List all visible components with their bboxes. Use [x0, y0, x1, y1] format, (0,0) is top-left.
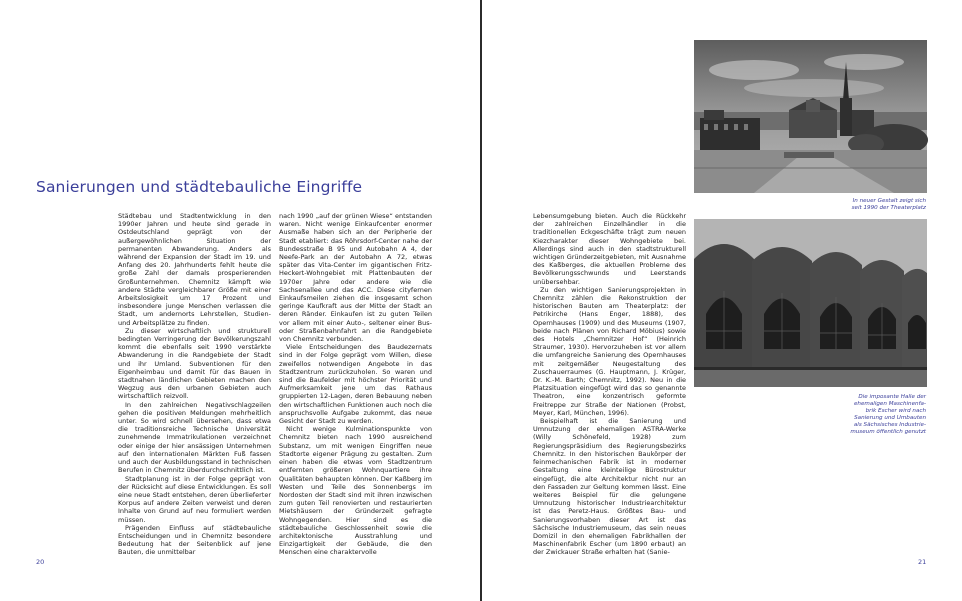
paragraph: Beispielhaft ist die Sanierung und Umnutzung der ehemaligen ASTRA-Werke (Willy Schönefeld, 1928) zum Regierungspräsidium des Regierungsbezirks Chemnitz. In den historischen Baukörper der feinmechanischen Fabrik ist in moderner Gestaltung eine kleinteilige Bürostruktur eingefügt, die alte Architektur nicht nur an den Fassaden zur Geltung kommen lässt. Eine weiteres Beispiel für die gelungene Umnutzung historischer Industriearchitektur ist das Peretz-Haus. Größtes Bau- und Sanierungsvorhaben dieser Art ist das Sächsische Industriemuseum, das sein neues Domizil in den ehemaligen Fabrikhallen der Maschinenfabrik Escher (um 1890 erbaut) an der Zwickauer Straße erhalten hat (Sanie-: [533, 417, 686, 557]
caption-line: Die imposante Halle der: [858, 394, 926, 400]
photo-caption-industrial-hall: [820, 394, 926, 436]
caption-line: brik Escher wird nach: [865, 408, 926, 414]
caption-line: als Sächsisches Industrie-: [853, 422, 926, 428]
section-heading: Sanierungen und städtebauliche Eingriffe: [36, 178, 363, 196]
text-column-2: [279, 212, 432, 557]
paragraph: Städtebau und Stadtentwicklung in den 1990er Jahren und heute sind gerade in Ostdeutschland geprägt von der außergewöhnlichen Situation der permanenten Abwanderung. Anders als während der Expansion der Stadt im 19. und Anfang des 20. Jahrhunderts fehlt heute die große Zahl der damals prosperierenden Großunternehmen. Chemnitz kämpft wie andere Städte vergleichbarer Größe mit einer Arbeitslosigkeit um 17 Prozent und insbesondere junge Menschen verlassen die Stadt, um andernorts Lehrstellen, Studien- und Arbeitsplätze zu finden.: [118, 212, 271, 327]
left-page: [0, 0, 480, 601]
page-number-left: 20: [36, 558, 45, 566]
paragraph: Nicht wenige Kulminationspunkte von Chemnitz bieten nach 1990 ausreichend Substanz, um mit wenigen Eingriffen neue Stadtorte eigener Prägung zu gestalten. Zum einen haben die etwas vom Stadtzentrum entfernten größeren Wohnquartiere ihre Qualitäten behaupten können. Der Kaßberg im Westen und Teile des Sonnenbergs im Nordosten der Stadt sind mit ihren inzwischen zum guten Teil renovierten und restaurierten Mietshäusern der Gründerzeit gefragte Wohngegenden. Hier sind es die städtebauliche Geschlossenheit sowie die architektonische Ausstrahlung und Einzigartigkeit der Gebäude, die den Menschen eine charaktervolle: [279, 425, 432, 557]
paragraph: Lebensumgebung bieten. Auch die Rückkehr der zahlreichen Einzelhändler in die traditionellen Eckgeschäfte trägt zum neuen Kiezcharakter dieser Wohngebiete bei. Allerdings sind auch in den stadtstrukturell wichtigen Gründerzeitgebieten, mit Ausnahme des Kaßberges, die aktuellen Probleme des Bevölkerungsschwunds und Leerstands unübersehbar.: [533, 212, 686, 286]
page-number-right: 21: [918, 558, 927, 566]
paragraph: Zu den wichtigen Sanierungsprojekten in Chemnitz zählen die Rekonstruktion der historischen Bauten am Theaterplatz: der Petrikirche (Hans Enger, 1888), des Opernhauses (1909) und des Museums (1907, beide nach Plänen von Richard Möbius) sowie des Hotels „Chemnitzer Hof“ (Heinrich Straumer, 1930). Hervorzuheben ist vor allem die umfangreiche Sanierung des Opernhauses mit zeitgemäßer Neugestaltung des Zuschauerraumes (G. Hauptmann, J. Krüger, Dr. K.-M. Barth; Chemnitz, 1992). Neu in die Platzsituation eingefügt wird das so genannte Theatron, eine konzentrisch geformte Freitreppe zur Straße der Nationen (Probst, Meyer, Karl, München, 1996).: [533, 285, 686, 417]
text-column-1: [118, 212, 271, 557]
photo-caption-theaterplatz: [820, 198, 926, 212]
paragraph: Prägenden Einfluss auf städtebauliche Entscheidungen und in Chemnitz besondere Bedeutung hat der Seitenblick auf jene Bauten, die unmittelbar: [118, 523, 271, 557]
paragraph: Stadtplanung ist in der Folge geprägt von der Rücksicht auf diese Entwicklungen. Es soll eine neue Stadt entstehen, deren überlieferter Korpus auf andere Zeiten verweist und deren Inhalte von Grund auf neu formuliert werden müssen.: [118, 474, 271, 524]
text-column-3: [533, 212, 686, 557]
paragraph: Zu dieser wirtschaftlich und strukturell bedingten Verringerung der Bevölkerungszahl kommt die ebenfalls seit 1990 verstärkte Abwanderung in die Randgebiete der Stadt und ihr Umland. Subventionen für den Eigenheimbau und damit für das Bauen in stadtnahen ländlichen Gebieten machen den Wegzug aus den urbanen Gebieten auch wirtschaftlich reizvoll.: [118, 326, 271, 401]
paragraph: In den zahlreichen Negativschlagzeilen gehen die positiven Meldungen mehrheitlich unter. So wird schnell übersehen, dass etwa die traditionsreiche Technische Universität zunehmende Immatrikulationen verzeichnet oder einige der hier ansässigen Unternehmen auf den internationalen Märkten Fuß fassen und auch der Ausbildungsstand in technischen Berufen in Chemnitz überdurchschnittlich ist.: [118, 400, 271, 475]
paragraph: Viele Entscheidungen des Baudezernats sind in der Folge geprägt vom Willen, diese zweifellos notwendigen Angebote in das Stadtzentrum zurückzuholen. So waren und sind die Baufelder mit höchster Priorität und Aufmerksamkeit jene um das Rathaus gruppierten 12-Lagen, deren Bebauung neben den wirtschaftlichen Funktionen auch noch die anspruchsvolle Aufgabe zukommt, das neue Gesicht der Stadt zu werden.: [279, 343, 432, 426]
caption-line: ehemaligen Maschinenfa-: [853, 401, 926, 407]
theaterplatz-photo: [694, 40, 927, 193]
caption-line: seit 1990 der Theaterplatz: [851, 205, 926, 211]
caption-line: In neuer Gestalt zeigt sich: [852, 198, 926, 204]
caption-line: Sanierung und Umbauten: [854, 415, 926, 421]
caption-line: museum öffentlich genutzt: [850, 429, 926, 435]
paragraph: nach 1990 „auf der grünen Wiese“ entstanden waren. Nicht wenige Einkaufcenter enormer Ausmaße haben sich an der Peripherie der Stadt etabliert: das Röhrsdorf-Center nahe der Bundesstraße B 95 und Autobahn A 4, der Neefe-Park an der Autobahn A 72, etwas später das Vita-Center im gigantischen Fritz-Heckert-Wohngebiet mit Plattenbauten der 1970er Jahre oder andere wie die Sachsenallee und das ACC. Diese cityfernen Einkaufsmeilen ziehen die insgesamt schon geringe Kaufkraft aus der Mitte der Stadt an deren Ränder. Einkaufen ist zu guten Teilen vor allem mit einer Auto-, seltener einer Bus- oder Straßenbahnfahrt an die Randgebiete von Chemnitz verbunden.: [279, 212, 432, 344]
industrial-hall-photo: [694, 219, 927, 387]
